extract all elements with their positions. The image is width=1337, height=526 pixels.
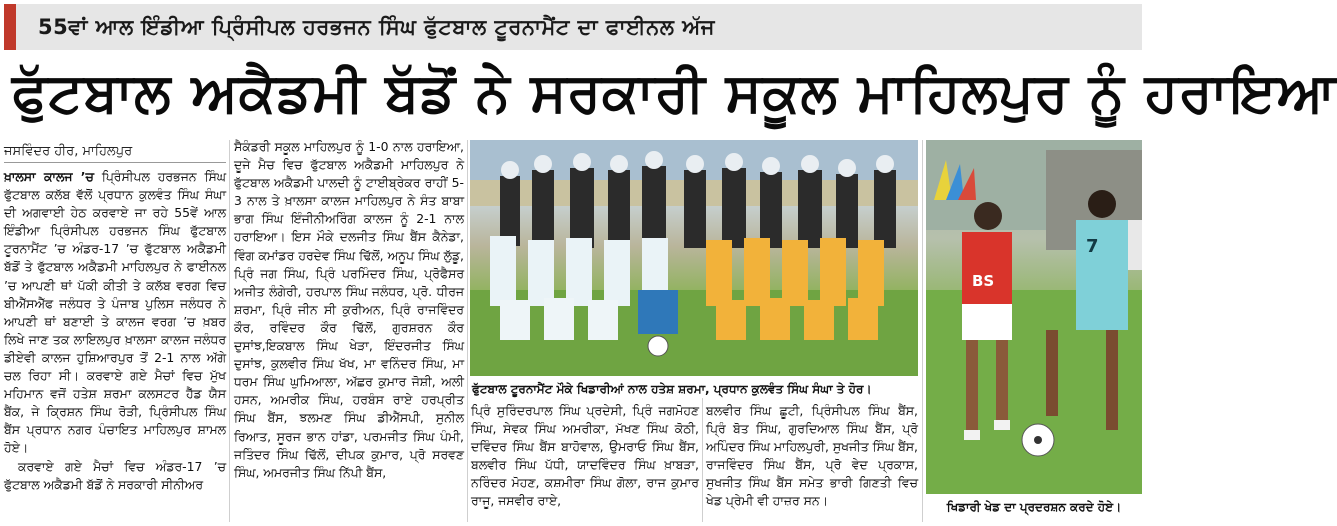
group-photo-caption: ਫੁੱਟਬਾਲ ਟੂਰਨਾਮੈਂਟ ਮੌਕੇ ਖਿਡਾਰੀਆਂ ਨਾਲ ਹਤੇਸ਼ ਸ਼ਰਮਾ, ਪ੍ਰਧਾਨ ਕੁਲਵੰਤ ਸਿੰਘ ਸੰਘਾ ਤੇ ਹੋਰ। (472, 382, 872, 396)
column-4-paragraph: ਬਲਵੀਰ ਸਿੰਘ ਛੂਟੀ, ਪ੍ਰਿੰਸੀਪਲ ਸਿੰਘ ਬੈਂਸ, ਪ੍ਰਿੰ ਬੋਤ ਸਿੰਘ, ਗੁਰਦਿਆਲ ਸਿੰਘ ਬੈਂਸ, ਪ੍ਰੋ ਅਪਿੰਦਰ ਸਿੰਘ ਮਾਹਿਲਪੁਰੀ, ਸੁਖਜੀਤ ਸਿੰਘ ਬੈਂਸ, ਰਾਜਵਿੰਦਰ ਸਿੰਘ ਬੈਂਸ, ਪ੍ਰੋ ਵੇਦ ਪ੍ਰਕਾਸ਼, ਸੁਖਜੀਤ ਸਿੰਘ ਬੈਂਸ ਸਮੇਤ ਭਾਰੀ ਗਿਣਤੀ ਵਿਚ ਖੇਡ ਪ੍ਰੇਮੀ ਵੀ ਹਾਜ਼ਰ ਸਨ। (706, 403, 918, 509)
column-1-paragraph-1: ਪ੍ਰਿੰਸੀਪਲ ਹਰਭਜਨ ਸਿੰਘ ਫੁੱਟਬਾਲ ਕਲੱਬ ਵੱਲੋਂ ਪ੍ਰਧਾਨ ਕੁਲਵੰਤ ਸਿੰਘ ਸੰਘਾ ਦੀ ਅਗਵਾਈ ਹੇਠ ਕਰਵਾਏ ਜਾ ਰਹੇ 55ਵੇਂ ਆਲ ਇੰਡੀਆ ਪ੍ਰਿੰਸੀਪਲ ਹਰਭਜਨ ਸਿੰਘ ਫੁੱਟਬਾਲ ਟੂਰਨਾਮੈਂਟ ’ਚ ਅੰਡਰ-17 ’ਚ ਫੁੱਟਬਾਲ ਅਕੈਡਮੀ ਬੱਡੋਂ ਤੇ ਫੁੱਟਬਾਲ ਅਕੈਡਮੀ ਮਾਹਿਲਪੁਰ ਨੇ ਫਾਈਨਲ ’ਚ ਆਪਣੀ ਥਾਂ ਪੱਕੀ ਕੀਤੀ ਤੇ ਕਲੱਬ ਵਰਗ ਵਿਚ ਬੀਐੱਸਐੱਫ ਜਲੰਧਰ ਤੇ ਪੰਜਾਬ ਪੁਲਿਸ ਜਲੰਧਰ ਨੇ ਆਪਣੀ ਥਾਂ ਬਣਾਈ ਤੇ ਕਾਲਜ ਵਰਗ ’ਚ ਖ਼ਬਰ ਲਿਖੇ ਜਾਣ ਤਕ ਲਾਇਲਪੁਰ ਖ਼ਾਲਸਾ ਕਾਲਜ ਜਲੰਧਰ ਡੀਏਵੀ ਕਾਲਜ ਹੁਸ਼ਿਆਰਪੁਰ ਤੋਂ 2-1 ਨਾਲ ਅੱਗੇ ਚਲ ਰਿਹਾ ਸੀ। ਕਰਵਾਏ ਗਏ ਮੈਚਾਂ ਵਿਚ ਮੁੱਖ ਮਹਿਮਾਨ ਵਜੋਂ ਹਤੇਸ਼ ਸ਼ਰਮਾ ਕਲਸਟਰ ਹੈੱਡ ਯੈਸ ਬੈਂਕ, ਜੇ ਕ੍ਰਿਸ਼ਨ ਸਿੰਘ ਰੋੜੀ, ਪ੍ਰਿੰਸੀਪਲ ਸਿੰਘ ਬੈਂਸ ਪ੍ਰਧਾਨ ਨਗਰ ਪੰਚਾਇਤ ਮਾਹਿਲਪੁਰ ਸ਼ਾਮਲ ਹੋਏ। (4, 169, 226, 456)
byline: ਜਸਵਿੰਦਰ ਹੀਰ, ਮਾਹਿਲਪੁਰ (4, 144, 133, 159)
column-1-paragraph-2: ਕਰਵਾਏ ਗਏ ਮੈਚਾਂ ਵਿਚ ਅੰਡਰ-17 ’ਚ ਫੁੱਟਬਾਲ ਅਕੈਡਮੀ ਬੱਡੋਂ ਨੇ ਸਰਕਾਰੀ ਸੀਨੀਅਰ (4, 458, 226, 492)
column-divider (922, 140, 923, 522)
action-photo (926, 140, 1142, 494)
kicker-text: 55ਵਾਂ ਆਲ ਇੰਡੀਆ ਪ੍ਰਿੰਸੀਪਲ ਹਰਭਜਨ ਸਿੰਘ ਫੁੱਟਬਾਲ ਟੂਰਨਾਮੈਂਟ ਦਾ ਫਾਈਨਲ ਅੱਜ (38, 14, 715, 39)
jersey-left: BS (972, 272, 995, 290)
kicker-banner (4, 4, 1142, 50)
dateline-lead: ਖ਼ਾਲਸਾ ਕਾਲਜ ’ਚ (4, 169, 94, 184)
column-2-paragraph: ਸੈਕੰਡਰੀ ਸਕੂਲ ਮਾਹਿਲਪੁਰ ਨੂੰ 1-0 ਨਾਲ ਹਰਾਇਆ, ਦੂਜੇ ਮੈਚ ਵਿਚ ਫੁੱਟਬਾਲ ਅਕੈਡਮੀ ਮਾਹਿਲਪੁਰ ਨੇ ਫੁੱਟਬਾਲ ਅਕੈਡਮੀ ਪਾਲਦੀ ਨੂੰ ਟਾਈਬ੍ਰੇਕਰ ਰਾਹੀਂ 5-3 ਨਾਲ ਤੇ ਖ਼ਾਲਸਾ ਕਾਲਜ ਮਾਹਿਲਪੁਰ ਨੇ ਸੰਤ ਬਾਬਾ ਭਾਗ ਸਿੰਘ ਇੰਜੀਨੀਅਰਿੰਗ ਕਾਲਜ ਨੂੰ 2-1 ਨਾਲ ਹਰਾਇਆ। ਇਸ ਮੌਕੇ ਦਲਜੀਤ ਸਿੰਘ ਬੈਂਸ ਕੈਨੇਡਾ, ਵਿੰਗ ਕਮਾਂਡਰ ਹਰਦੇਵ ਸਿੰਘ ਢਿੱਲੋਂ, ਅਨੂਪ ਸਿੰਘ ਲੁੱਡੂ, ਪ੍ਰਿੰ ਜਗ ਸਿੰਘ, ਪ੍ਰਿੰ ਪਰਮਿੰਦਰ ਸਿੰਘ, ਪ੍ਰੋਫੈਸਰ ਅਜੀਤ ਲੰਗੇਰੀ, ਹਰਪਾਲ ਸਿੰਘ ਜਲੰਧਰ, ਪ੍ਰੋ. ਧੀਰਜ ਸ਼ਰਮਾ, ਪ੍ਰਿੰ ਜੀਨ ਸੀ ਕੁਰੀਅਨ, ਪ੍ਰਿੰ ਰਾਜਵਿੰਦਰ ਕੌਰ, ਰਵਿੰਦਰ ਕੌਰ ਢਿੱਲੋਂ, ਗੁਰਸ਼ਰਨ ਕੌਰ ਦੁਸਾਂਝ,ਇਕਬਾਲ ਸਿੰਘ ਖੇੜਾ, ਇੰਦਰਜੀਤ ਸਿੰਘ ਦੁਸਾਂਝ, ਕੁਲਵੀਰ ਸਿੰਘ ਖੱਖ, ਮਾ ਵਨਿੰਦਰ ਸਿੰਘ, ਮਾ ਧਰਮ ਸਿੰਘ ਘੁਮਿਆਲਾ, ਅੱਛਰ ਕੁਮਾਰ ਜੋਸ਼ੀ, ਅਲੀ ਹਸਨ, ਅਮਰੀਕ ਸਿੰਘ, ਹਰਬੰਸ ਰਾਏ ਹਰਪ੍ਰੀਤ ਸਿੰਘ ਬੈਂਸ, ਝਲਮਣ ਸਿੰਘ ਡੀਐੱਸਪੀ, ਸੁਨੀਲ ਰਿਆਤ, ਸੂਰਜ ਭਾਨ ਹਾਂਡਾ, ਪਰਮਜੀਤ ਸਿੰਘ ਪੰਮੀ, ਜਤਿੰਦਰ ਸਿੰਘ ਢਿੱਲੋਂ, ਦੀਪਕ ਕੁਮਾਰ, ਪ੍ਰੋ ਸਰਵਣ ਸਿੰਘ, ਅਮਰਜੀਤ ਸਿੰਘ ਨਿੱਪੀ ਬੈਂਸ, (234, 139, 464, 480)
column-divider (702, 398, 703, 522)
headline-text: ਫੁੱਟਬਾਲ ਅਕੈਡਮੀ ਬੱਡੋਂ ਨੇ ਸਰਕਾਰੀ ਸਕੂਲ ਮਾਹਿਲਪੁਰ ਨੂੰ ਹਰਾਇਆ (12, 61, 1337, 124)
action-photo-caption: ਖਿਡਾਰੀ ਖੇਡ ਦਾ ਪ੍ਰਦਰਸ਼ਨ ਕਰਦੇ ਹੋਏ। (946, 500, 1122, 514)
byline-divider (4, 162, 226, 163)
action-photo-illustration (926, 140, 1142, 494)
headline (0, 52, 1337, 134)
group-photo (470, 140, 918, 376)
column-3-paragraph: ਪ੍ਰਿੰ ਸੁਰਿੰਦਰਪਾਲ ਸਿੰਘ ਪ੍ਰਦੇਸੀ, ਪ੍ਰਿੰ ਜਗਮੋਹਣ ਸਿੰਘ, ਸੇਵਕ ਸਿੰਘ ਅਮਰੀਕਾ, ਮੱਖਣ ਸਿੰਘ ਕੋਠੀ, ਦਵਿੰਦਰ ਸਿੰਘ ਬੈਂਸ ਬਾਹੋਵਾਲ, ਉਮਰਾਓ ਸਿੰਘ ਬੈਂਸ, ਬਲਵੀਰ ਸਿੰਘ ਪੱਧੀ, ਯਾਦਵਿੰਦਰ ਸਿੰਘ ਖ਼ਾਬੜਾ, ਨਰਿੰਦਰ ਮੋਹਣ, ਕਸ਼ਮੀਰਾ ਸਿੰਘ ਗੋਲਾ, ਰਾਜ ਕੁਮਾਰ ਰਾਜੂ, ਜਸਵੀਰ ਰਾਏ, (471, 403, 699, 509)
article-column-1 (4, 168, 226, 524)
article-column-3 (471, 402, 699, 524)
column-divider (229, 140, 230, 522)
column-divider (467, 140, 468, 522)
group-photo-illustration (470, 140, 918, 376)
jersey-right: 7 (1086, 236, 1099, 257)
article-column-4 (706, 402, 918, 524)
article-column-2 (234, 138, 464, 524)
